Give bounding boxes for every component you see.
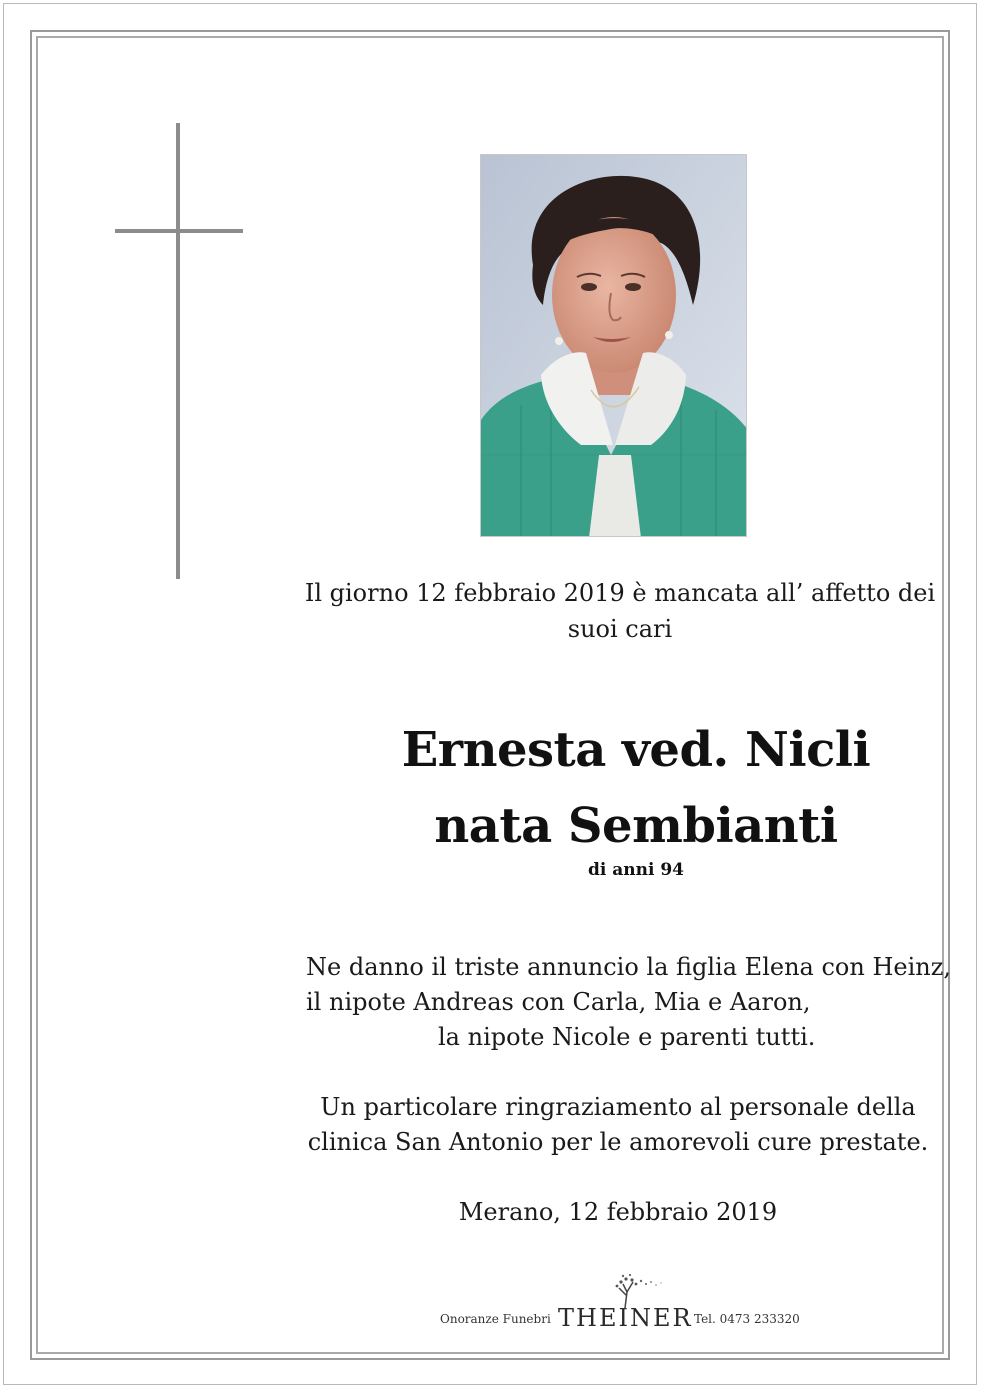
thanks-text	[300, 1090, 936, 1160]
family-line-3: la nipote Nicole e parenti tutti.	[438, 1023, 816, 1051]
funeral-home-brand: THEINER	[558, 1304, 693, 1332]
family-announcement	[300, 950, 960, 1055]
cross-icon	[115, 123, 243, 579]
thanks-line-2: clinica San Antonio per le amorevoli cure prestate.	[307, 1128, 929, 1156]
funeral-home-phone: Tel. 0473 233320	[694, 1312, 800, 1326]
funeral-home-label: Onoranze Funebri	[440, 1312, 551, 1326]
tree-logo-icon	[595, 1274, 665, 1308]
family-line-1: Ne danno il triste annuncio la figlia Elena con Heinz,	[306, 953, 951, 981]
age-text: di anni 94	[587, 860, 685, 880]
family-line-2: il nipote Andreas con Carla, Mia e Aaron,	[306, 988, 811, 1016]
intro-line-2: suoi cari	[567, 615, 673, 643]
thanks-line-1: Un particolare ringraziamento al personale della	[320, 1093, 916, 1121]
funeral-home-footer	[440, 1270, 840, 1340]
maiden-name: nata Sembianti	[434, 798, 838, 854]
portrait-photo	[480, 154, 747, 537]
place-date: Merano, 12 febbraio 2019	[458, 1198, 778, 1226]
deceased-name: Ernesta ved. Nicli	[401, 722, 871, 778]
intro-text	[300, 575, 940, 647]
intro-line-1: Il giorno 12 febbraio 2019 è mancata all’ affetto dei	[304, 579, 936, 607]
